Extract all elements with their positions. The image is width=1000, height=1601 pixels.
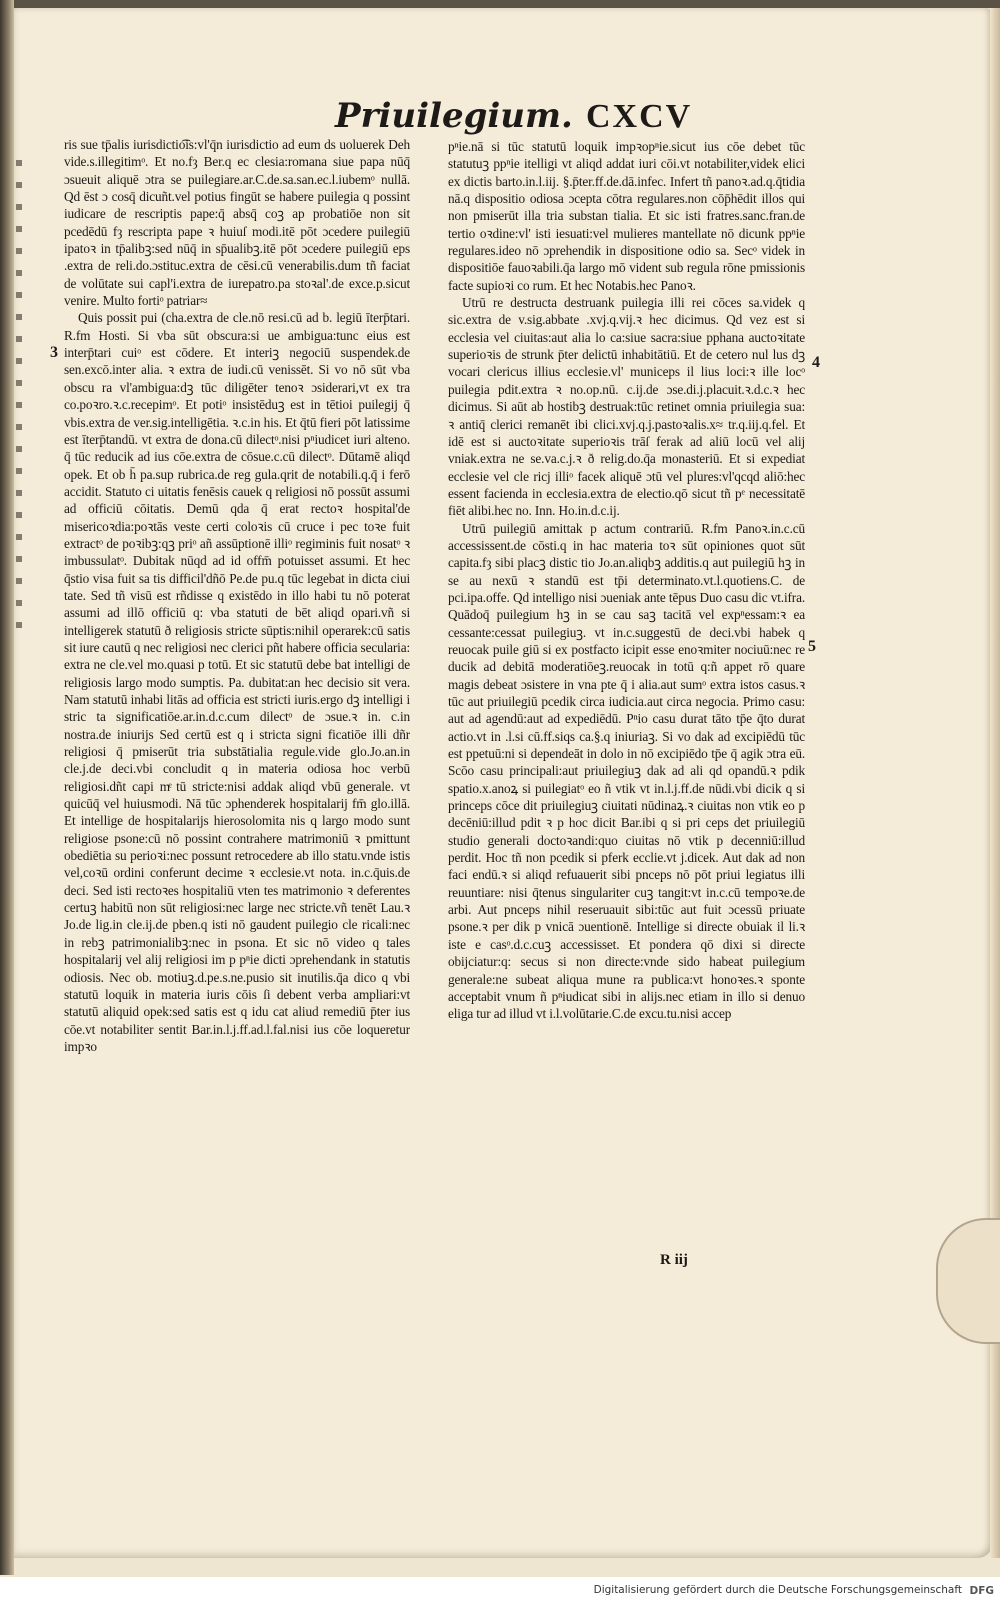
running-title: Priuilegium. bbox=[335, 96, 573, 136]
signature-mark: R iij bbox=[660, 1252, 688, 1268]
margin-number: 3 bbox=[50, 344, 58, 361]
margin-number: 5 bbox=[808, 638, 816, 655]
margin-number: 4 bbox=[812, 354, 820, 371]
paragraph: pⁿie.nā si tūc statutū loquik impꝛopⁿie.sicut ius cōe debet tūc statutuꝫ ppⁿie itelligi vt aliqd addat iuri cōi.vt notabiliter,videk elici ex dictis barto.in.l.iij. §.p̄ter.ff.de.dā.infec. Infert tñ panoꝛ.ad.q.q̄tidia nā.q dispositio odiosa ɔcepta cōtra regulares.non cōp̄hēdit illos qui non pmiserūt illa tria substan tialia. Et sic isti fratres.sanc.fran.de tertio oꝛdine:vl' isti iesuati:vel mulieres mantellate nō dicunk ppⁿie regulares.ideo nō ɔprehendik in dispositione odio sa. Secᵒ videk in dispositiōe fauoꝛabili.q̄a largo mō vident sub regula rōne pmissionis facte supioꝛi co rum. Et hec Notabis.hec Panoꝛ. bbox=[448, 139, 805, 293]
book-gutter bbox=[0, 0, 14, 1575]
footer-credit: Digitalisierung gefördert durch die Deutsche Forschungsgemeinschaft bbox=[593, 1584, 962, 1596]
page-edge-marks bbox=[16, 160, 22, 630]
paragraph: Utrū puilegiū amittak p actum contrariū. R.fm Panoꝛ.in.c.cū accessissent.de cōsti.q in hac materia toꝛ sūt opiniones quot sūt capita.fȝ sibi placꝫ distic tio Jo.an.aliqbꝫ additis.q aut puilegiū hꝫ in se au nexū ꝛ standū est tp̄i determinato.vt.l.quotiens.C. de pci.ipa.offe. Qd intelligo nisi ɔueniak ante tēpus Duo casu dic vt.ifra. Quādoq̄ puilegium hꝫ in se cau saꝫ tacitā vel expⁿessam:ꝛ ea cessante:cessat puilegiuꝫ. vt in.c.suggestū de deci.vbi habek q reuocak puile giū si ex postfacto icipit esse enoꝛmiter nociuū:nec re ducik ad debitā moderatiōeꝫ.reuocak in totū q:ñ appet rō quare magis debeat ɔsistere in vna pte q̄ i alia.aut sumᵒ extra istos casus.ꝛ tūc aut priuilegiū pcedik circa iudicia.aut circa negocia. Primo casu: aut ad agendū:aut ad expediēdū. Pⁿio casu durat tāto tp̄e q̄to durat actio.vt in .l.si cū.ff.siqs ca.§.q iniuriaꝫ. Si vo dak ad excipiēdū tūc est ppetuū:ni si dependeāt in dolo in nō excipiēdo tp̄e q̄ agik ɔtra eū. Scōo casu principali:aut priuilegiuꝫ dak ad ali qd opandū.ꝛ pdik spatio.x.anoꝝ si puilegiatᵒ eo ñ vtik vt in.l.j.ff.de nūdi.vbi dicik q si princeps cōce dit priuilegiuꝫ ciuitati nūdinaꝝ.ꝛ ciuitas non vtik eo p decēniū:illud pdit ꝛ p hoc dicit Bar.ibi q si pri ceps det priuilegiū studio generali doctoꝛandi:quo ciuitas nō vtik p decenniū:illud perdit. Hoc tñ non pcedik si pferk ecclie.vt j.dicek. Aut dak ad non faci endū.ꝛ si aliqd refuauerit sibi pnceps nō pōt priui legiatus illi reuuntiare: nisi q̄tenus singulariter cuꝫ tangit:vt in.c.cū tempoꝛe.de arbi. Aut pnceps nihil reseruauit sibi:tūc aut fuit ɔcessū priuate psone.ꝛ per dik p vnicā ɔuentionē. Intellige si directe obuiak il li.ꝛ iste e casᵒ.d.c.cuꝫ accessisset. Et pondera qō dixi si directe obijciatur:q: secus si non directe:vnde sido habeat puilegium generale:ne subeat aliqua mune ra publica:vt honoꝛes.ꝛ sponte acceptabit vnum ñ pⁿiudicat sibi in alijs.nec etiam in illo si denuo eliga tur ad illud vt i.l.volūtarie.C.de excu.tu.nisi accep bbox=[448, 520, 805, 1022]
dfg-logo: DFG bbox=[969, 1585, 994, 1597]
paragraph: ris sue tp̄alis iurisdictio͡is:vl'q̄n iurisdictio ad eum ds uoluerek Deh vide.s.illegitimᵒ. Et no.fȝ Ber.q ec clesia:romana siue papa nūq̄ ɔsueuit aliquē ɔtra se puilegiare.ar.C.de.sa.san.ec.l.iubemᵒ nullā. Qd ēst ɔ cosq̄ dicuñt.vel potius fingūt se habere puilegia q possint iudicare de rescriptis pape:q̄ absq̄ coꝫ ap probatiōe non sit pcedēdū fȝ rescripta pape ꝛ huiuſ modi.itē pōt ɔcedere puilegiū ipatoꝛ in tp̄alibꝫ:sed nūq̄ in sp̄ualibꝫ.itē pōt ɔcedere puilegiū eps .extra de reli.do.ɔstituc.extra de cēsi.cū venerabilis.dum tñ faciat de volūtate sui capl'i.extra de iurepatro.pa stoꝛal'.de exce.p.sicut venire. Multo fortiᵒ patriar≈ bbox=[64, 137, 410, 309]
paragraph: Quis possit pui (cha.extra de cle.nō resi.cū ad b. legiū īterp̄tari. R.fm Hosti. Si vba sūt obscura:si ue ambigua:tunc eius est interp̄tari cuiᵒ est cōdere. Et interiꝫ negociū suspendek.de sen.excō.inter alia. ꝛ extra de iudi.cū venissēt. Si vo nō sūt vba obscu ra vl'ambigua:dꝫ tūc diligēter tenoꝛ ɔsiderari,vt ex tra co.poꝛro.ꝛ.c.recepimᵒ. Et potiᵒ insistēduꝫ est in tētioi puilegij q̄ vbis.extra de ver.sig.intelligētia. ꝛ.c.in his. Et q̄tū fieri pōt latissime est īterp̄tandū. vt extra de dona.cū dilectᵒ.nisi pⁿiudicet iuri alteno. q̄ tūc reducik ad ius cōe.extra de cōsue.c.cū dilectᵒ. Dūtamē aliqd opek. Et ob h̄ pa.sup rubrica.de reg gula.qrit de notabili.q.q̄ i ferō accidit. Statuto ci uitatis fenēsis cauek q religiosi nō possūt assumi ad officiū cōitatis. Demū qda q̄ erat rectoꝛ hospital'de misericoꝛdia:poꝛtās veste certi coloꝛis cū cruce i pec toꝛe fuit extractᵒ de poꝛibꝫ:qꝫ priᵒ añ assūptionē illiᵒ regiminis fuit nosatᵒ ꝛ imbussulatᵒ. Dubitak nūqd ad id offm̄ potuisset assumi. Et hec q̄stio visa fuit sa tis difficil'dñō Pe.de pu.q tūc legebat in dicta ciui tate. Sed tñ visū est rñdisse q existēdo in illo habi tu nō poterat assumi ad illō officiū q: vba statuti de bēt aliqd opari.vñ si intelligerek statutū ð religiosis stricte sūptis:nihil operarek:cū satis sit iure cautū q nec religiosi nec clerici pñt habere officia secularia: extra ne cle.vel mo.quasi p totū. Et sic statutū debe bat intelligi de religiosis largo modo sumptis. Pa. dubitat:an hec decisio sit vera. Nam statutū inhabi litās ad officia est stricti iuris.ergo dꝫ intelligi i stric ta significatiōe.ar.in.d.c.cum dilectᵒ de ɔsue.ꝛ in. c.in nostra.de iniurijs Sed certū est q i stricta signi ficatiōe illi dñr religiosi q̄ pmiserūt tria substātialia regule.vide glo.Jo.an.in cle.j.de deci.vbi concludit q in materia odiosa hoc verbū religiosi.dñt capi mͤ tū stricte:nisi addak aliqd vbū generale. vt quicūq̄ vel huiusmodi. Nā tūc ɔphenderek hospitalarij fm̄ glo.illā. Et intellige de hospitalarijs hierosolomita nis q largo modo sunt religiose psone:cū nō possint contrahere matrimoniū ꝛ pmittunt obediētia su perioꝛi:nec possunt retrocedere ab illo statu.vnde istis vel,coꝛū ordini conferunt decime ꝛ ecclesie.vt nota. in.c.q̄uis.de deci. Sed isti rectoꝛes hospitaliū vten tes matrimonio ꝛ deferentes certuꝫ habitū non sūt religiosi:nec large nec stricte.vñ tenēt Lau.ꝛ Jo.de lig.in cle.ij.de pben.q isti nō gaudent puilegio cle ricali:nec in rebꝫ patrimonialibꝫ:nec in psona. Et sic nō video q tales hospitalarij vel alij religiosi im p pⁿie dicti ɔprehendank in statutis odiosis. Nec ob. motiuꝫ.d.pe.s.ne.pusio sit inutilis.q̄a dico q vbi statutū loquik in materia iuris cōis ſi debent verba ampliari:vt statutū aliquid opek:sed satis est q idu cat aliud remediū p̄ter ius cōe.vt notabiliter sentit Bar.in.l.j.ff.ad.l.fal.nisi ius cōe loqueretur impꝛo bbox=[64, 310, 410, 1054]
text-column-right bbox=[448, 138, 805, 1252]
scan-border-top bbox=[0, 0, 1000, 8]
paragraph: Utrū re destructa destruank puilegia illi rei cōces sa.videk q sic.extra de v.sig.abbate .xvj.q.vij.ꝛ hec dicimus. Qd vez est si ecclesia vel ciuitas:aut alia lo ca:siue sacra:siue pphana auctoꝛitate superioꝛis de strunk p̄ter delictū inhabitātiū. Et de cetero nul lus dꝫ vocari clericus illius ecclesie.vl' municeps il lius loci:ꝛ ille locᵒ puilegia pdit.extra ꝛ no.op.nū. c.ij.de ɔse.di.j.placuit.ꝛ.d.c.ꝛ hec dicimus. Si aūt ab hostibꝫ destruak:tūc retinet omnia priuilegia sua: ꝛ antiq̄ clerici remanēt ibi clici.xvj.q.j.pastoꝛalis.x≈ tr.q.iij.q.fel. Et idē est si auctoꝛitate superioꝛis trāſ ferak ad aliū locū vel alij vniak.extra ne se.va.c.j.ꝛ ð relig.do.q̄a monasteriū. Et si expediat ecclesie vel cle ricj illiᵒ facek aliquē ɔtū vel plures:vl'qcqd aliō:hec essent facienda in ecclesia.extra de electio.qō sicut tñ pᵉ necessitatē fiēt alibi.hec no. Inn. Ho.in.d.c.ij. bbox=[448, 295, 805, 519]
folio-number: CXCV bbox=[586, 98, 693, 135]
text-column-left bbox=[64, 136, 410, 1246]
